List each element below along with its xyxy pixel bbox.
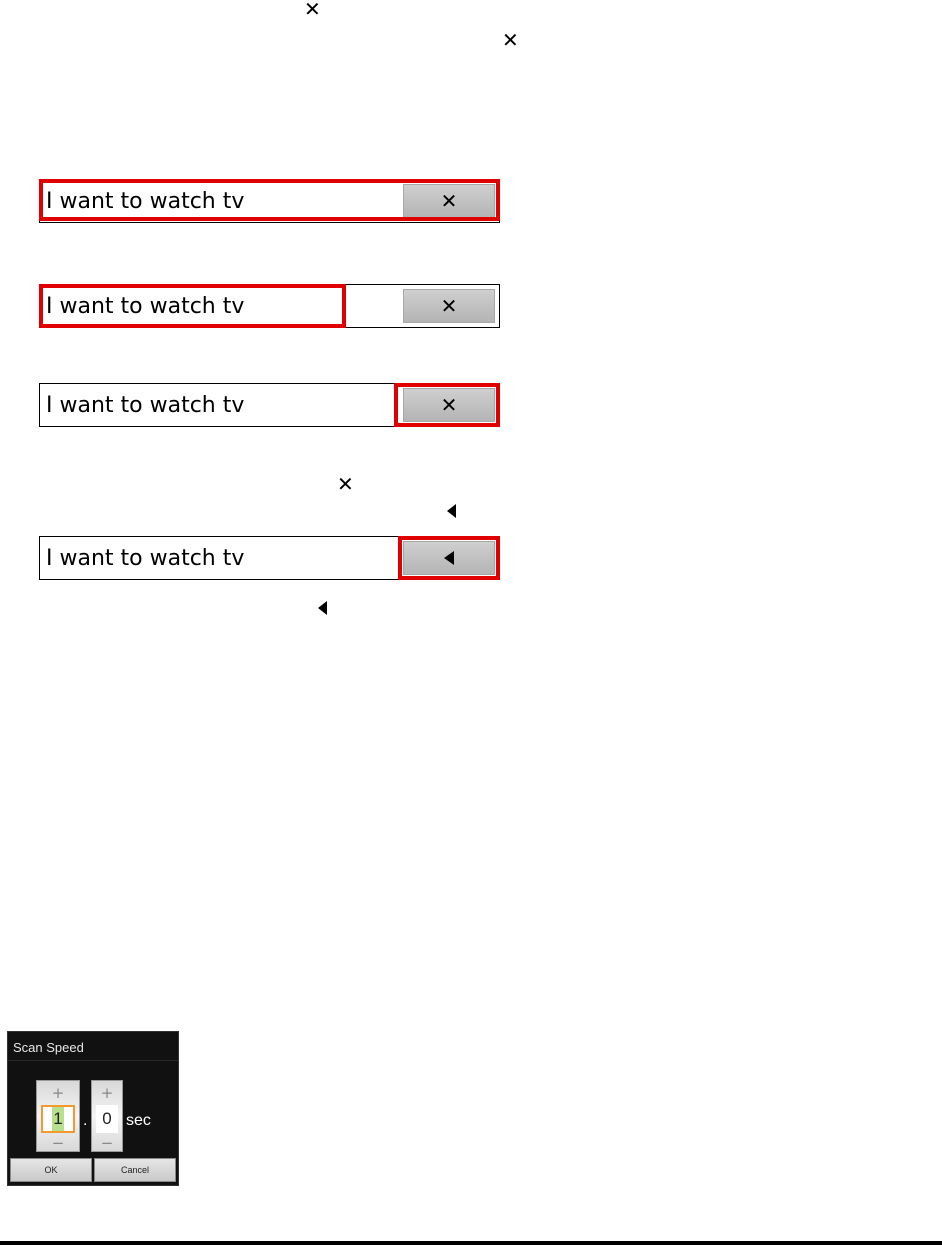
decimal-point: .	[83, 1112, 88, 1129]
clear-button[interactable]	[403, 289, 495, 323]
clear-icon: ✕	[440, 294, 458, 318]
clear-icon: ✕	[440, 393, 458, 417]
field-text: I want to watch tv	[46, 188, 245, 214]
backspace-button[interactable]	[403, 541, 495, 575]
text-field-example-3	[39, 383, 500, 427]
clear-button[interactable]	[403, 184, 495, 218]
integer-picker[interactable]	[36, 1080, 80, 1152]
field-text: I want to watch tv	[46, 392, 245, 418]
field-text: I want to watch tv	[46, 293, 245, 319]
field-text: I want to watch tv	[46, 545, 245, 571]
cancel-button[interactable]: Cancel	[94, 1158, 176, 1182]
decrement-button[interactable]: −	[100, 1134, 114, 1152]
backspace-icon	[318, 601, 327, 615]
fraction-value[interactable]: 0	[96, 1105, 118, 1133]
decrement-button[interactable]: −	[51, 1134, 65, 1152]
clear-icon: ✕	[502, 28, 519, 52]
text-field-example-2	[39, 284, 500, 328]
dialog-title: Scan Speed	[13, 1040, 84, 1055]
dialog-divider	[8, 1060, 178, 1061]
text-field-example-1	[39, 179, 500, 223]
integer-value[interactable]: 1	[41, 1105, 75, 1133]
text-field-example-4	[39, 536, 500, 580]
clear-icon: ✕	[337, 472, 354, 496]
scan-speed-dialog	[7, 1031, 179, 1186]
clear-icon: ✕	[440, 189, 458, 213]
clear-icon: ✕	[304, 0, 321, 21]
ok-button[interactable]: OK	[10, 1158, 92, 1182]
page-bottom-rule	[0, 1241, 942, 1245]
increment-button[interactable]: +	[100, 1084, 114, 1102]
unit-label: sec	[126, 1112, 151, 1129]
clear-button[interactable]	[403, 388, 495, 422]
increment-button[interactable]: +	[51, 1084, 65, 1102]
fraction-picker[interactable]	[91, 1080, 123, 1152]
backspace-icon	[444, 551, 454, 565]
backspace-icon	[447, 504, 456, 518]
